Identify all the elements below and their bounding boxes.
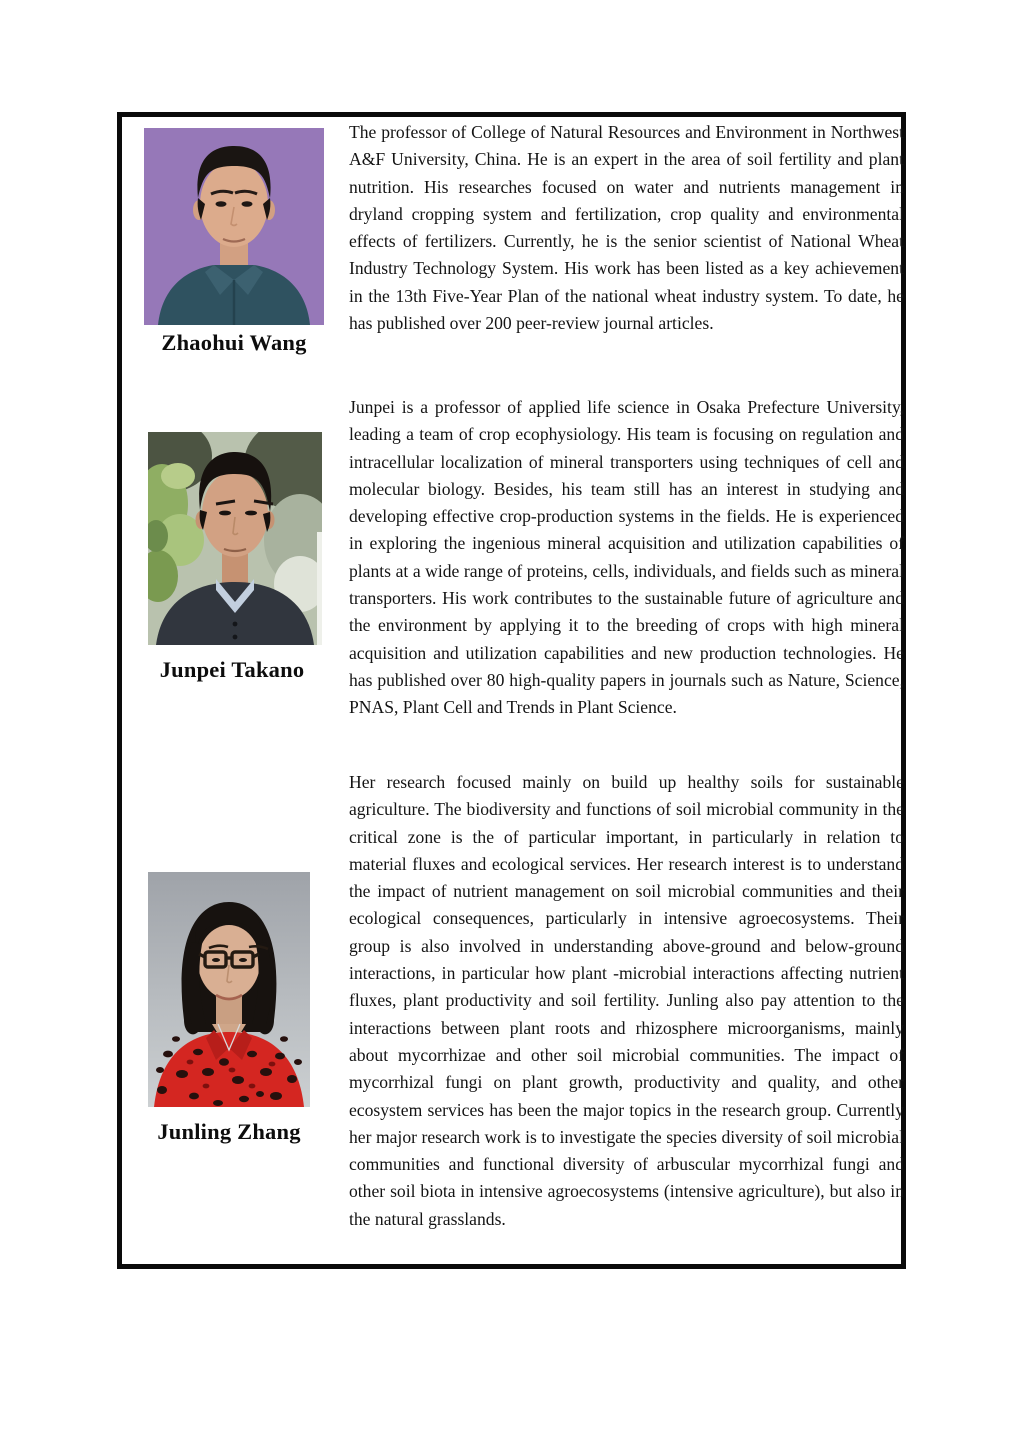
profile-name-text: Zhaohui Wang — [161, 330, 307, 355]
portrait-zhaohui-wang — [144, 128, 324, 325]
portrait-junpei-takano-image — [148, 432, 322, 645]
portrait-junling-zhang-image — [148, 872, 310, 1107]
profile-name-junpei-takano — [132, 657, 332, 683]
profile-bio-text: The professor of College of Natural Resources and Environment in Northwest A&F University, China. He is an expert in the area of soil fertility and plant nutrition. His researches focused on water and nutrients management in dryland cropping system and fertilization, crop quality and environmental effects of fertilizers. Currently, he is the senior scientist of National Wheat Industry Technology System. His work has been listed as a key achievement in the 13th Five-Year Plan of the national wheat industry system. To date, he has published over 200 peer-review journal articles. — [349, 122, 904, 334]
profile-bio-text: Junpei is a professor of applied life science in Osaka Prefecture University, leading a team of crop ecophysiology. His team is focusing on regulation and intracellular localization of mineral transporters using techniques of cell and molecular biology. Besides, his team still has an interest in studying and developing effective crop-production systems in the fields. He is experienced in exploring the ingenious mineral acquisition and utilization capabilities of plants at a wide range of proteins, cells, individuals, and fields such as mineral transporters. His work contributes to the sustainable future of agriculture and the environment by applying it to the breeding of crops with high mineral acquisition and utilization capabilities and new production technologies. He has published over 80 high-quality papers in journals such as Nature, Science, PNAS, Plant Cell and Trends in Plant Science. — [349, 397, 904, 718]
content-border-box — [117, 112, 906, 1269]
profile-name-zhaohui-wang — [134, 330, 334, 356]
profile-bio-text: Her research focused mainly on build up healthy soils for sustainable agriculture. The biodiversity and functions of soil microbial community in the critical zone is the of particular important, in particularly in relation to material fluxes and ecological services. Her research interest is to understand the impact of nutrient management on soil microbial communities and their ecological consequences, particularly in intensive agroecosystems. Their group is also involved in understanding above-ground and below-ground interactions, in particular how plant -microbial interactions affecting nutrient fluxes, plant productivity and soil fertility. Junling also pay attention to the interactions between plant roots and rhizosphere microorganisms, mainly about mycorrhizae and other soil microbial communities. The impact of mycorrhizal fungi on plant growth, productivity and quality, and other ecosystem services has been the major topics in the research group. Currently her major research work is to investigate the species diversity of soil microbial communities and functional diversity of arbuscular mycorrhizal fungi and other soil biota in intensive agroecosystems (intensive agriculture), but also in the natural grasslands. — [349, 772, 904, 1229]
profile-bio-junpei-takano — [349, 394, 904, 722]
portrait-zhaohui-wang-image — [144, 128, 324, 325]
profile-name-junling-zhang — [129, 1119, 329, 1145]
profile-bio-junling-zhang — [349, 769, 904, 1233]
portrait-junling-zhang — [148, 872, 310, 1107]
portrait-junpei-takano — [148, 432, 322, 645]
profile-name-text: Junpei Takano — [159, 657, 305, 682]
profile-bio-zhaohui-wang — [349, 119, 904, 337]
profile-name-text: Junling Zhang — [157, 1119, 301, 1144]
